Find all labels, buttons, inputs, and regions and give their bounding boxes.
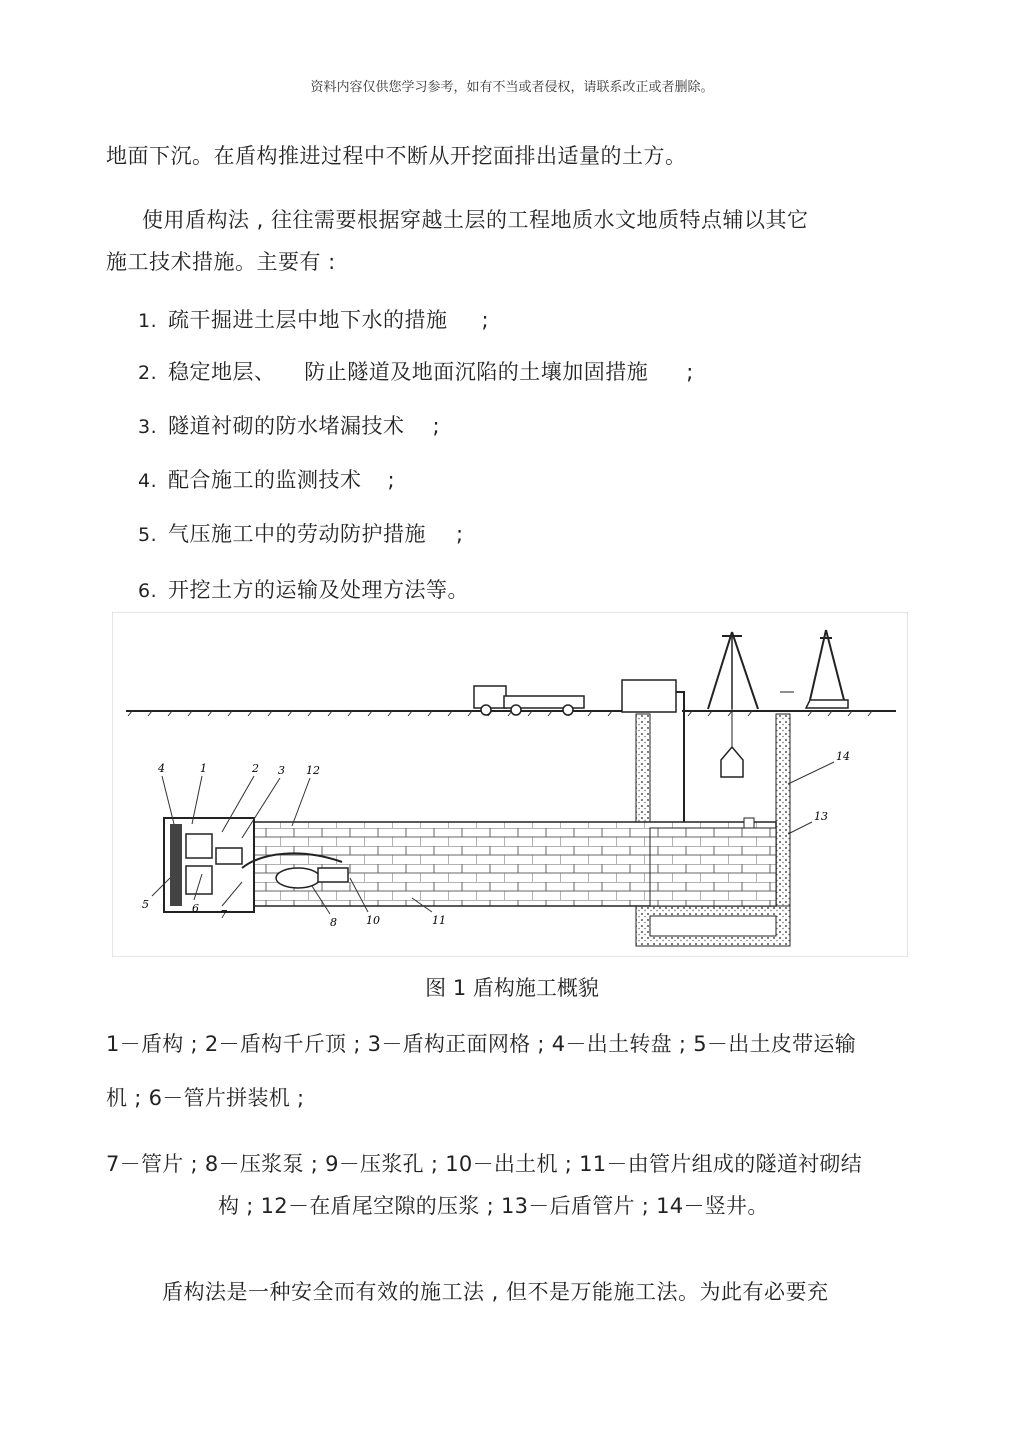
paragraph-2-line-1: 使用盾构法 , 往往需要根据穿越土层的工程地质水文地质特点辅以其它 bbox=[142, 208, 809, 232]
closing-paragraph: 盾构法是一种安全而有效的施工法 , 但不是万能施工法。为此有必要充 bbox=[162, 1280, 829, 1304]
list-text: 开挖土方的运输及处理方法等。 bbox=[168, 578, 469, 602]
figure-label: 3 bbox=[278, 764, 285, 777]
list-item bbox=[138, 304, 489, 334]
back-segments bbox=[650, 828, 776, 906]
list-end: ; bbox=[456, 522, 464, 546]
list-item bbox=[138, 410, 440, 440]
shaft-wall-left bbox=[636, 714, 650, 828]
list-item bbox=[138, 574, 469, 604]
list-text: 气压施工中的劳动防护措施 bbox=[168, 522, 426, 546]
paragraph-2-line-2: 施工技术措施。主要有 : bbox=[106, 250, 336, 274]
list-text: 疏干掘进土层中地下水的措施 bbox=[168, 308, 448, 332]
figure-label: 6 bbox=[192, 902, 199, 915]
figure-label: 11 bbox=[432, 914, 446, 927]
list-text: 稳定地层、 防止隧道及地面沉陷的土壤加固措施 bbox=[168, 360, 649, 384]
list-item bbox=[138, 518, 464, 548]
legend-line-1: 1－盾构 ; 2－盾构千斤顶 ; 3－盾构正面网格 ; 4－出土转盘 ; 5－出土皮带运输 bbox=[106, 1032, 857, 1056]
figure-label: 4 bbox=[158, 762, 165, 775]
list-end: ; bbox=[432, 414, 441, 438]
list-end: ; bbox=[387, 468, 396, 492]
shaft-wall-right bbox=[776, 714, 790, 906]
segment-block bbox=[744, 818, 754, 828]
list-number: 3. bbox=[138, 416, 158, 438]
figure-label: 10 bbox=[366, 914, 380, 927]
legend-line-4: 构 ; 12－在盾尾空隙的压浆 ; 13－后盾管片 ; 14－竖井。 bbox=[218, 1194, 769, 1218]
list-number: 5. bbox=[138, 524, 158, 546]
machine-house-icon bbox=[622, 680, 676, 712]
figure-label: 12 bbox=[306, 764, 320, 777]
list-number: 2. bbox=[138, 362, 158, 384]
list-number: 6. bbox=[138, 580, 158, 602]
figure-caption: 图 1 盾构施工概貌 bbox=[425, 976, 599, 1000]
shaft-base-inner bbox=[650, 916, 776, 936]
page-header-notice: 资料内容仅供您学习参考，如有不当或者侵权，请联系改正或者删除。 bbox=[310, 80, 714, 95]
paragraph-1: 地面下沉。在盾构推进过程中不断从开挖面排出适量的土方。 bbox=[106, 144, 687, 168]
figure-label: 14 bbox=[836, 750, 850, 763]
legend-line-2: 机 ; 6－管片拼装机 ; bbox=[106, 1086, 305, 1110]
figure-label: 1 bbox=[200, 762, 207, 775]
list-item bbox=[138, 356, 694, 386]
figure-label: 7 bbox=[220, 908, 227, 921]
list-text: 配合施工的监测技术 bbox=[168, 468, 362, 492]
figure-label: 2 bbox=[252, 762, 259, 775]
figure-label: 13 bbox=[814, 810, 828, 823]
list-end: ; bbox=[686, 360, 694, 384]
list-number: 1. bbox=[138, 310, 158, 332]
list-text: 隧道衬砌的防水堵漏技术 bbox=[168, 414, 405, 438]
legend-line-3: 7－管片 ; 8－压浆泵 ; 9－压浆孔 ; 10－出土机 ; 11－由管片组成的隧道衬砌结 bbox=[106, 1152, 863, 1176]
list-end: ; bbox=[481, 308, 490, 332]
list-number: 4. bbox=[138, 470, 158, 492]
figure-label: 5 bbox=[142, 898, 149, 911]
list-item bbox=[138, 464, 395, 494]
shield-construction-figure bbox=[112, 612, 908, 957]
figure-label: 8 bbox=[330, 916, 337, 929]
